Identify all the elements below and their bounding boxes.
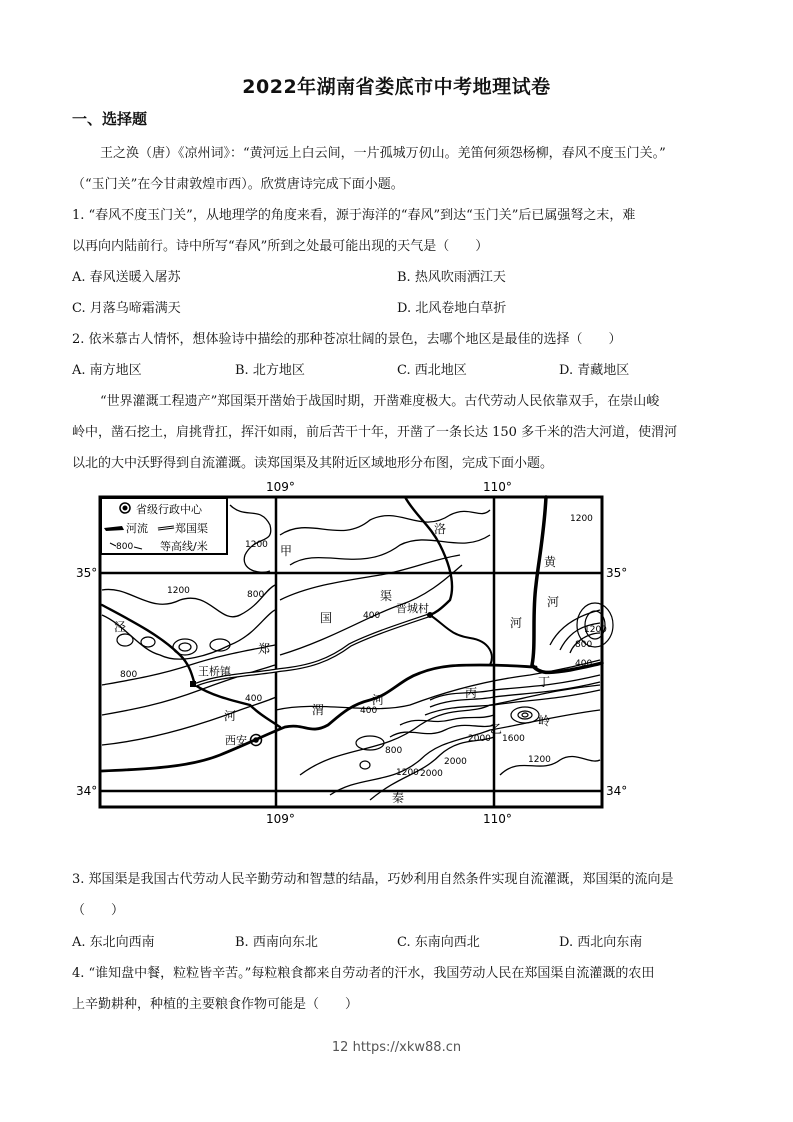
- mountain-char-qin: 秦: [392, 791, 405, 805]
- contour-label: 1200: [584, 625, 607, 635]
- question-3-line2: （ ）: [72, 903, 125, 918]
- contour-label: 400: [360, 706, 378, 716]
- legend-capital-label: 省级行政中心: [136, 503, 202, 516]
- lat-35-right: 35°: [606, 566, 628, 580]
- mountain-char-ling: 岭: [538, 714, 551, 728]
- contour-label: 2000: [444, 757, 467, 767]
- q3-option-b[interactable]: B. 西南向东北: [235, 935, 318, 950]
- intro2-line2: 岭中，凿石挖土，肩挑背扛，挥汗如雨，前后苦干十年，开凿了一条长达 150 多千米的浩大河道，使渭河: [72, 425, 678, 440]
- river-char-he-2: 河: [547, 595, 560, 609]
- canal-char-guo: 国: [320, 611, 333, 625]
- intro1-line2: （“玉门关”在今甘肃敦煌市西）。欣赏唐诗完成下面小题。: [72, 177, 404, 192]
- section-heading: 一、选择题: [72, 110, 148, 128]
- q2-option-b[interactable]: B. 北方地区: [235, 363, 305, 378]
- q3-option-d[interactable]: D. 西北向东南: [559, 935, 643, 950]
- q1-option-b[interactable]: B. 热风吹雨洒江天: [397, 270, 506, 285]
- q1-option-a[interactable]: A. 春风送暖入屠苏: [72, 270, 181, 285]
- terrain-map-svg: [70, 475, 730, 830]
- point-ding: 丁: [538, 675, 551, 689]
- contour-label: 1200: [167, 586, 190, 596]
- q3-option-c[interactable]: C. 东南向西北: [397, 935, 480, 950]
- point-yi: 乙: [490, 722, 503, 736]
- place-wangqiao: 王桥镇: [198, 665, 231, 678]
- point-jia: 甲: [280, 544, 293, 558]
- place-jincheng: 晋城村: [396, 602, 429, 615]
- page-title: 2022年湖南省娄底市中考地理试卷: [242, 76, 551, 98]
- contour-label: 2000: [468, 734, 491, 744]
- contour-label: 1200: [570, 514, 593, 524]
- contour-label: 800: [385, 746, 403, 756]
- river-char-he-1: 河: [224, 709, 237, 723]
- lon-110-top: 110°: [483, 480, 512, 494]
- point-bing: 丙: [465, 686, 478, 700]
- question-3-line1: 3. 郑国渠是我国古代劳动人民辛勤劳动和智慧的结晶，巧妙利用自然条件实现自流灌溉，郑国渠的流向是: [72, 872, 674, 887]
- contour-label: 1200: [245, 540, 268, 550]
- question-1-line2: 以再向内陆前行。诗中所写“春风”所到之处最可能出现的天气是（ ）: [72, 239, 489, 254]
- contour-label: 1200: [396, 768, 419, 778]
- canal-char-qu: 渠: [380, 589, 393, 603]
- legend-contour-label: 等高线/米: [160, 540, 208, 553]
- contour-label: 800: [120, 670, 138, 680]
- q2-option-d[interactable]: D. 青藏地区: [559, 363, 630, 378]
- river-char-he-3: 河: [372, 693, 385, 707]
- river-char-jing: 泾: [114, 620, 127, 634]
- place-xian: 西安: [225, 734, 247, 747]
- river-char-he-4: 河: [510, 616, 523, 630]
- contour-label: 400: [575, 659, 593, 669]
- q3-option-a[interactable]: A. 东北向西南: [72, 935, 155, 950]
- river-char-luo: 洛: [434, 522, 447, 536]
- contour-label: 400: [245, 694, 263, 704]
- legend-canal-label: 郑国渠: [175, 522, 208, 535]
- contour-label: 400: [363, 611, 381, 621]
- lat-35-left: 35°: [76, 566, 98, 580]
- question-2-line1: 2. 依米慕古人情怀，想体验诗中描绘的那种苍凉壮阔的景色，去哪个地区是最佳的选择（ ）: [72, 332, 622, 347]
- canal-char-zheng: 郑: [258, 642, 271, 656]
- intro2-line1: “世界灌溉工程遗产”郑国渠开凿始于战国时期，开凿难度极大。古代劳动人民依靠双手，在崇山峻: [100, 394, 660, 409]
- page-footer: 12 https://xkw88.cn: [331, 1040, 462, 1055]
- contour-label: 800: [575, 640, 593, 650]
- q2-option-a[interactable]: A. 南方地区: [72, 363, 142, 378]
- contour-label: 1200: [528, 755, 551, 765]
- lon-110-bottom: 110°: [483, 812, 512, 826]
- lat-34-right: 34°: [606, 784, 628, 798]
- legend-contour-value: 800: [116, 542, 134, 552]
- lon-109-top: 109°: [266, 480, 295, 494]
- legend-river-label: 河流: [126, 522, 148, 535]
- question-4-line2: 上辛勤耕种，种植的主要粮食作物可能是（ ）: [72, 997, 359, 1012]
- river-char-wei: 渭: [312, 703, 325, 717]
- q1-option-d[interactable]: D. 北风卷地白草折: [397, 301, 507, 316]
- q1-option-c[interactable]: C. 月落乌啼霜满天: [72, 301, 181, 316]
- q2-option-c[interactable]: C. 西北地区: [397, 363, 467, 378]
- intro1-line1: 王之涣（唐）《凉州词》：“黄河远上白云间，一片孤城万仞山。羌笛何须怨杨柳，春风不度玉门关。”: [100, 146, 666, 161]
- contour-label: 1600: [502, 734, 525, 744]
- river-char-huang: 黄: [544, 555, 557, 569]
- terrain-map: [70, 475, 730, 830]
- question-4-line1: 4. “谁知盘中餐，粒粒皆辛苦。”每粒粮食都来自劳动者的汗水，我国劳动人民在郑国渠自流灌溉的农田: [72, 966, 655, 981]
- question-1-line1: 1. “春风不度玉门关”，从地理学的角度来看，源于海洋的“春风”到达“玉门关”后已属强弩之末，难: [72, 208, 636, 223]
- lat-34-left: 34°: [76, 784, 98, 798]
- contour-label: 800: [247, 590, 265, 600]
- contour-label: 2000: [420, 769, 443, 779]
- intro2-line3: 以北的大中沃野得到自流灌溉。读郑国渠及其附近区域地形分布图，完成下面小题。: [72, 456, 554, 471]
- lon-109-bottom: 109°: [266, 812, 295, 826]
